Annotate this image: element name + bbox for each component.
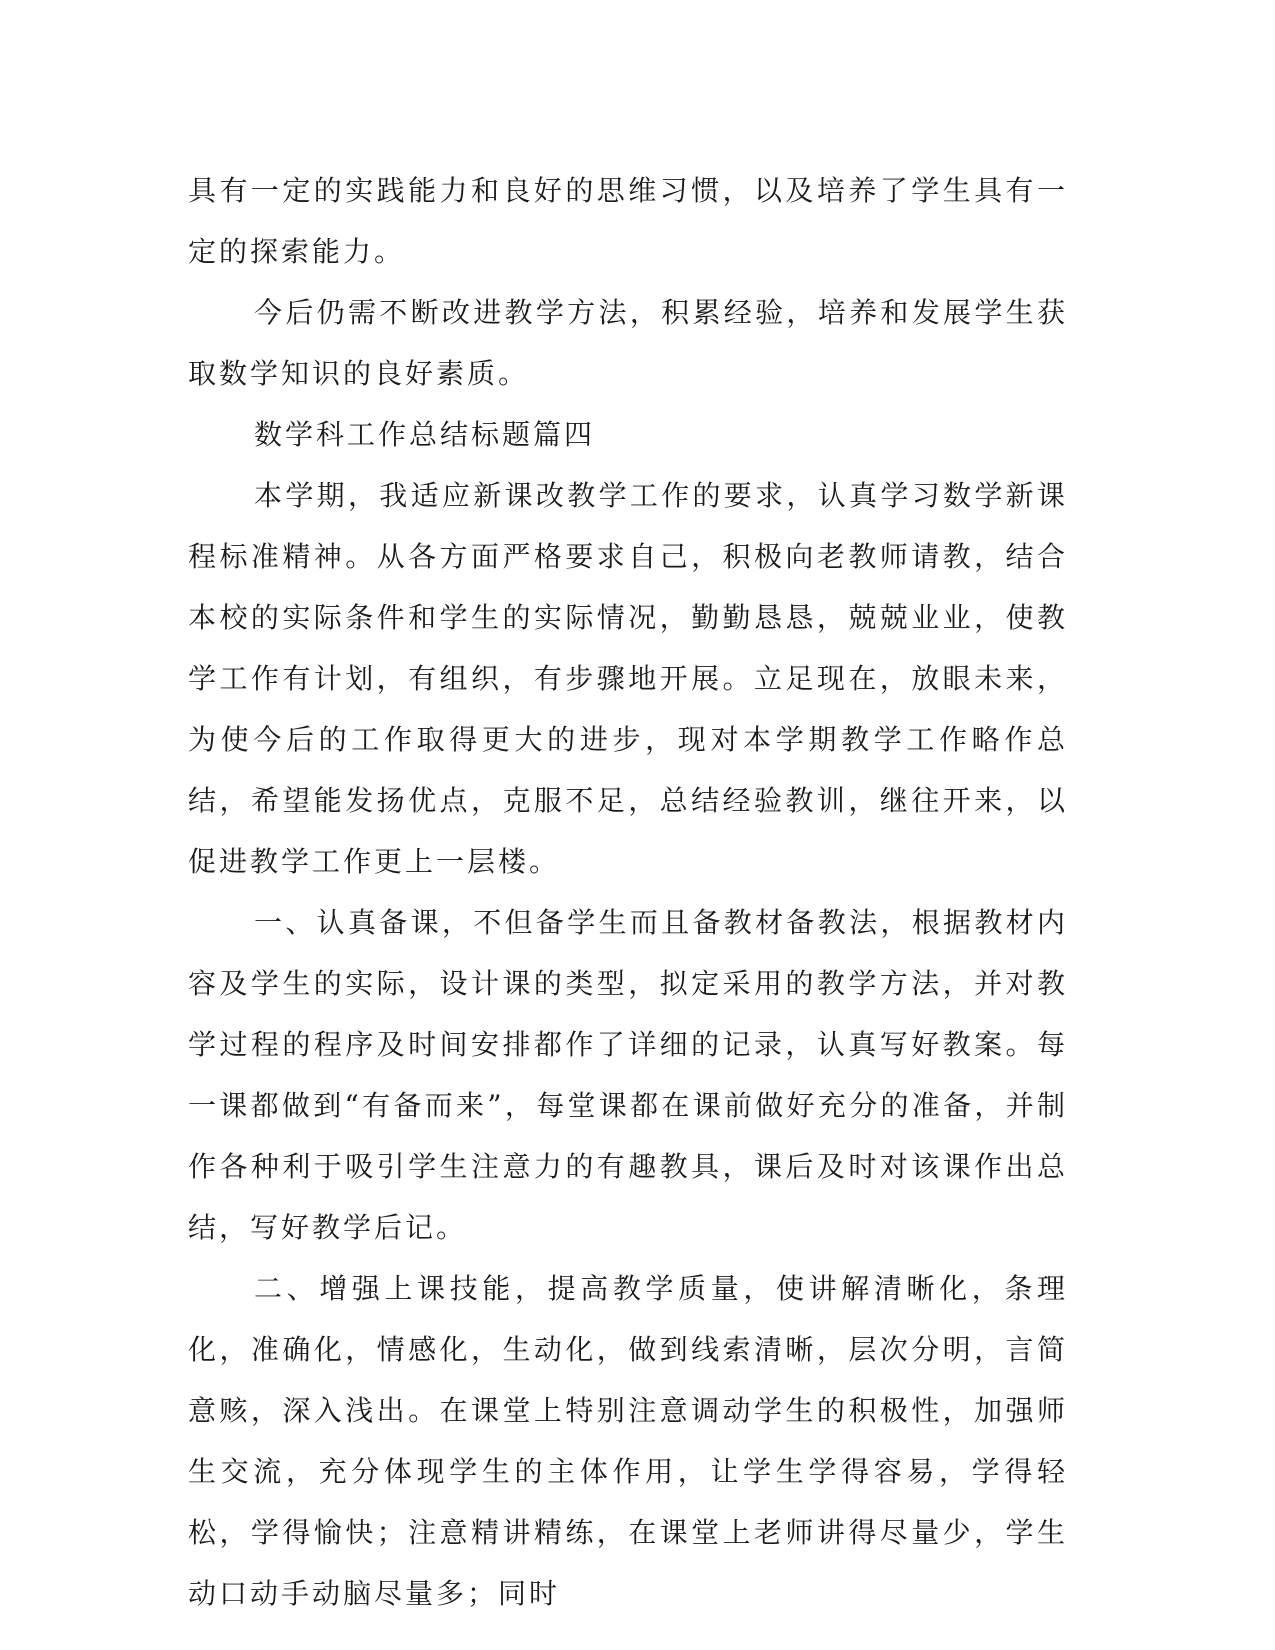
paragraph-future-improvement: 今后仍需不断改进教学方法，积累经验，培养和发展学生获取数学知识的良好素质。 — [188, 296, 1068, 390]
document-body — [188, 160, 1068, 1624]
paragraph-continuation: 具有一定的实践能力和良好的思维习惯，以及培养了学生具有一定的探索能力。 — [188, 174, 1068, 268]
paragraph-teaching-skills: 二、增强上课技能，提高教学质量，使讲解清晰化，条理化，准确化，情感化，生动化，做到线索清晰，层次分明，言简意赅，深入浅出。在课堂上特别注意调动学生的积极性，加强师生交流，充分体现学生的主体作用，让学生学得容易，学得轻松，学得愉快；注意精讲精练，在课堂上老师讲得尽量少，学生动口动手动脑尽量多；同时 — [188, 1272, 1068, 1610]
section-heading: 数学科工作总结标题篇四 — [254, 418, 596, 451]
paragraph-lesson-preparation: 一、认真备课，不但备学生而且备教材备教法，根据教材内容及学生的实际，设计课的类型，拟定采用的教学方法，并对教学过程的程序及时间安排都作了详细的记录，认真写好教案。每一课都做到“有备而来”，每堂课都在课前做好充分的准备，并制作各种利于吸引学生注意力的有趣教具，课后及时对该课作出总结，写好教学后记。 — [188, 906, 1068, 1244]
paragraph-intro: 本学期，我适应新课改教学工作的要求，认真学习数学新课程标准精神。从各方面严格要求自己，积极向老教师请教，结合本校的实际条件和学生的实际情况，勤勤恳恳，兢兢业业，使教学工作有计划，有组织，有步骤地开展。立足现在，放眼未来，为使今后的工作取得更大的进步，现对本学期教学工作略作总结，希望能发扬优点，克服不足，总结经验教训，继往开来，以促进教学工作更上一层楼。 — [188, 479, 1068, 878]
